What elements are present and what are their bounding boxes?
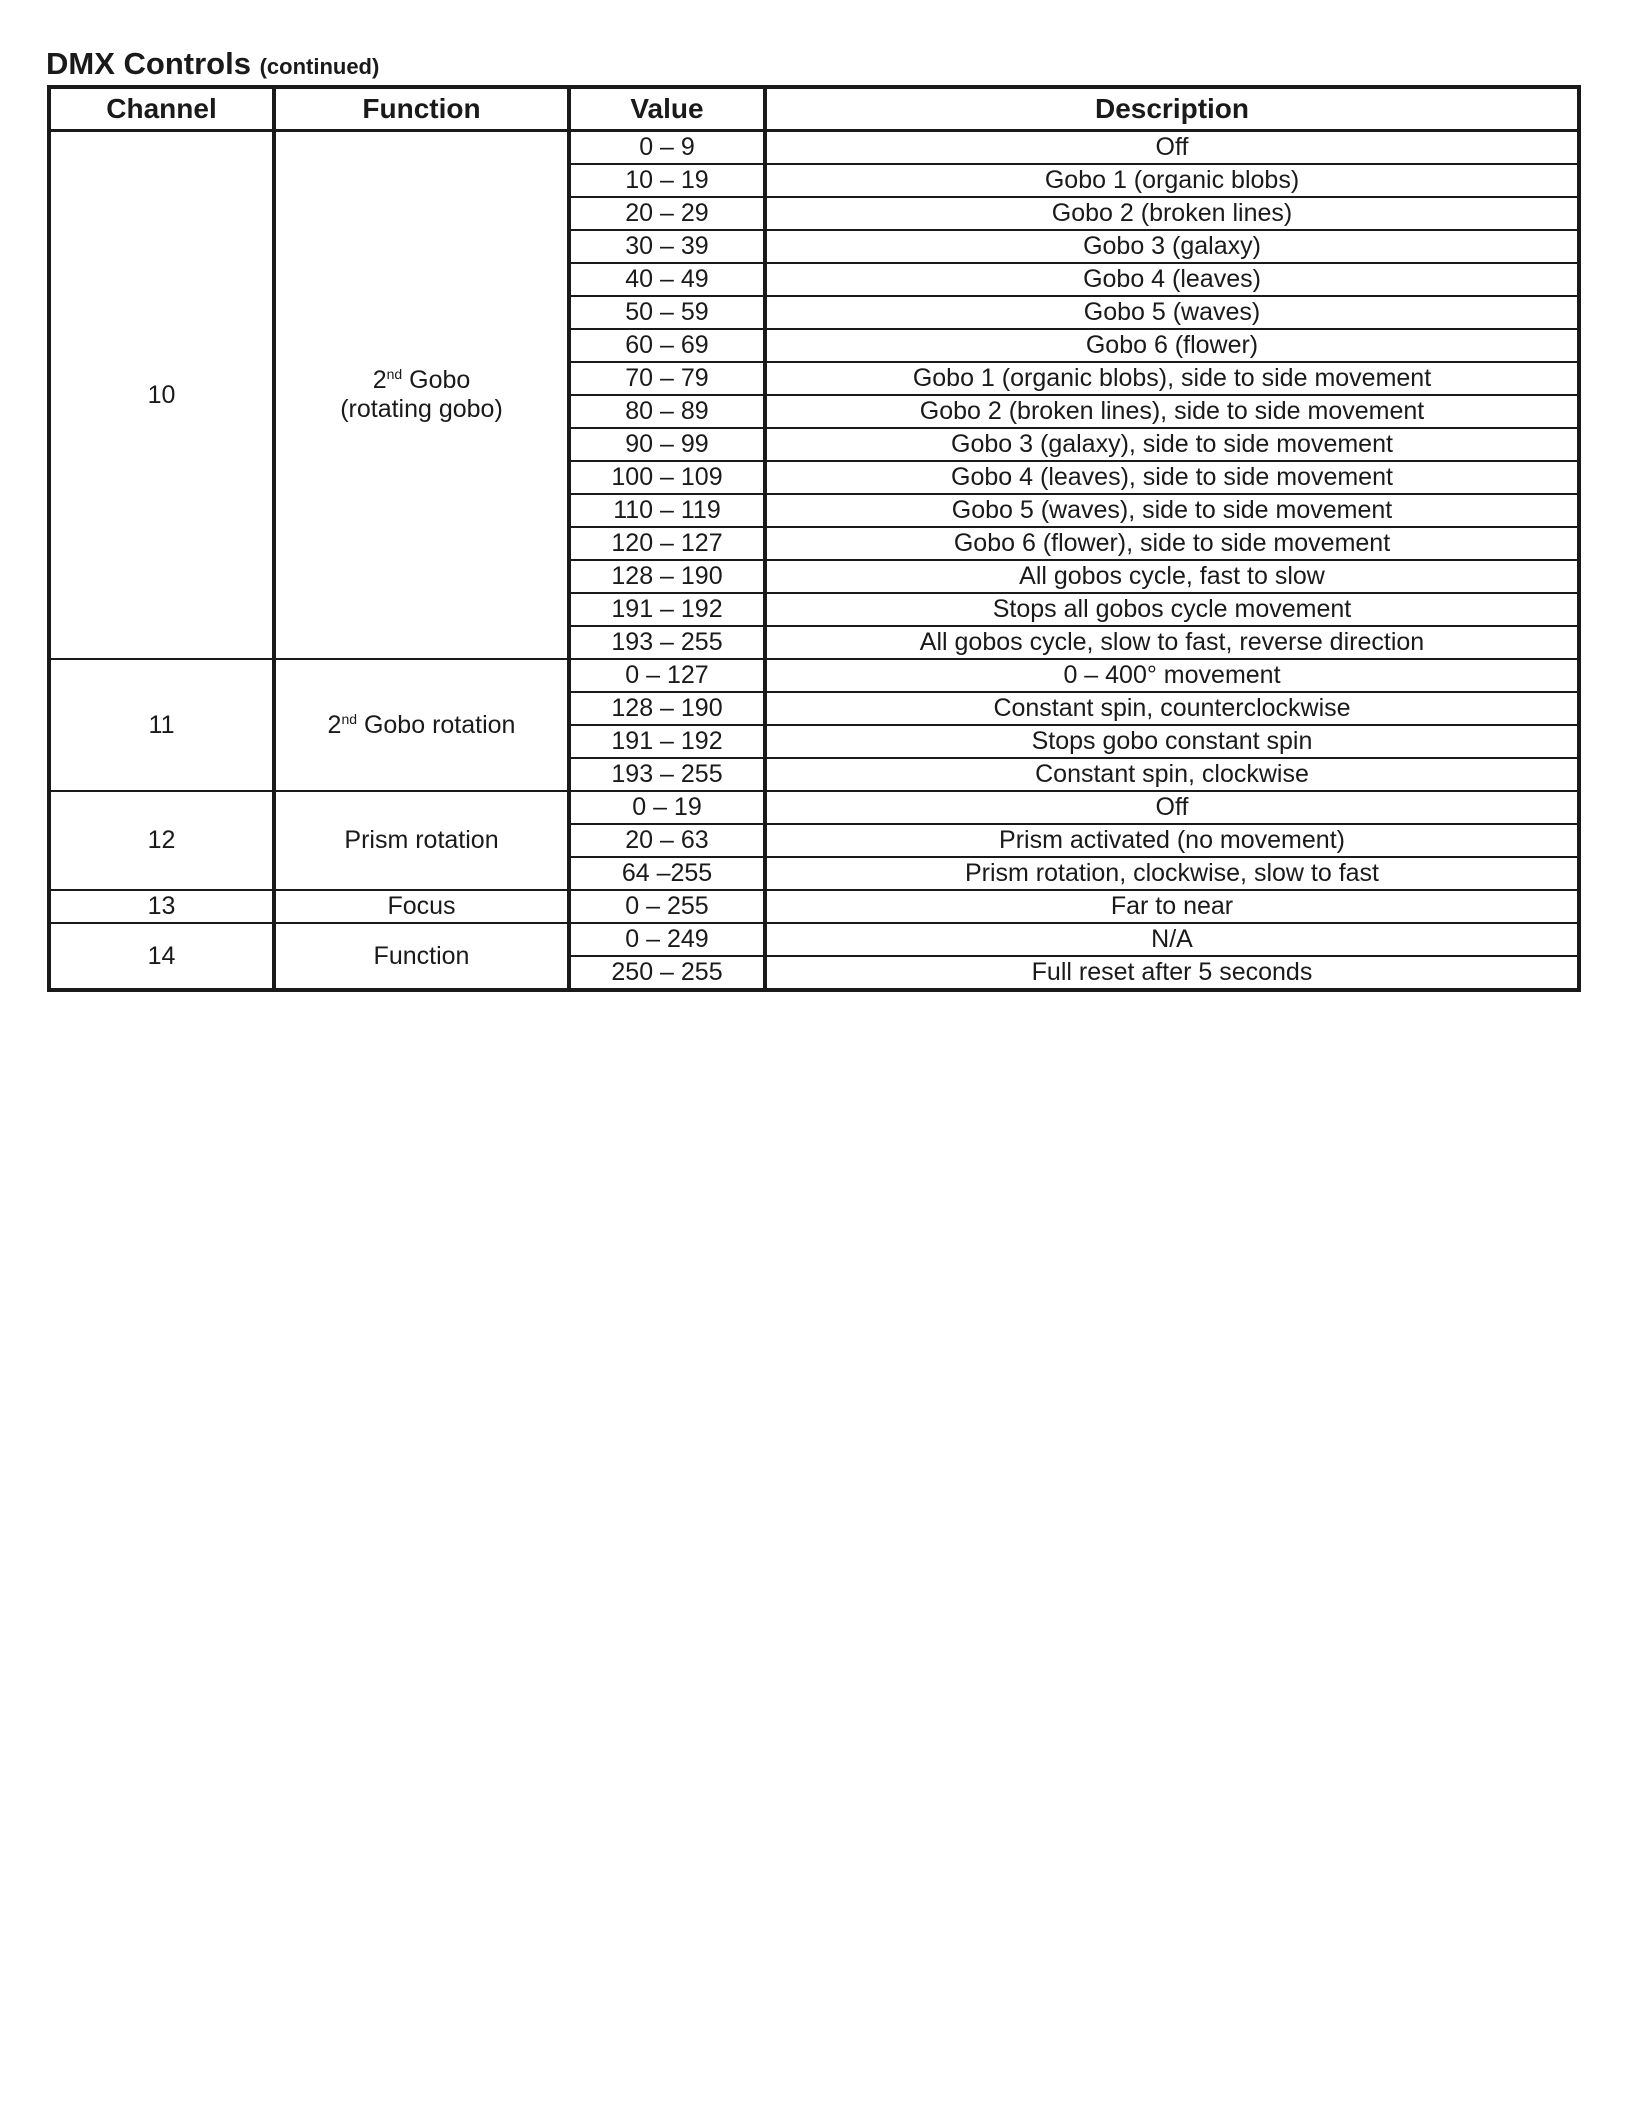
description-cell: Gobo 5 (waves), side to side movement [765,494,1579,527]
value-cell: 50 – 59 [569,296,765,329]
value-cell: 70 – 79 [569,362,765,395]
value-cell: 20 – 63 [569,824,765,857]
page-title-main: DMX Controls [46,46,251,81]
function-cell: Prism rotation [274,791,569,890]
description-cell: Gobo 5 (waves) [765,296,1579,329]
channel-cell: 10 [49,131,274,660]
description-cell: Prism activated (no movement) [765,824,1579,857]
table-row [49,923,1579,956]
table-row [49,890,1579,923]
header-value: Value [569,87,765,131]
value-cell: 0 – 127 [569,659,765,692]
description-cell: Constant spin, counterclockwise [765,692,1579,725]
description-cell: Off [765,791,1579,824]
function-cell [274,659,569,791]
value-cell: 193 – 255 [569,626,765,659]
description-cell: Gobo 6 (flower) [765,329,1579,362]
value-cell: 120 – 127 [569,527,765,560]
function-prefix: 2 [327,710,342,739]
value-cell: 0 – 255 [569,890,765,923]
value-cell: 90 – 99 [569,428,765,461]
dmx-controls-table [47,85,1581,992]
table-body [49,131,1579,991]
channel-cell: 13 [49,890,274,923]
function-text-line2: (rotating gobo) [340,395,503,423]
value-cell: 80 – 89 [569,395,765,428]
value-cell: 191 – 192 [569,593,765,626]
value-cell: 191 – 192 [569,725,765,758]
header-function: Function [274,87,569,131]
description-cell: N/A [765,923,1579,956]
table-header-row [49,87,1579,131]
value-cell: 60 – 69 [569,329,765,362]
value-cell: 128 – 190 [569,692,765,725]
value-cell: 110 – 119 [569,494,765,527]
value-cell: 10 – 19 [569,164,765,197]
function-ordinal-suffix: nd [386,366,403,382]
value-cell: 30 – 39 [569,230,765,263]
header-channel: Channel [49,87,274,131]
description-cell: Gobo 1 (organic blobs) [765,164,1579,197]
description-cell: Far to near [765,890,1579,923]
description-cell: All gobos cycle, fast to slow [765,560,1579,593]
value-cell: 64 –255 [569,857,765,890]
description-cell: Gobo 3 (galaxy) [765,230,1579,263]
function-cell [274,131,569,660]
value-cell: 40 – 49 [569,263,765,296]
value-cell: 128 – 190 [569,560,765,593]
description-cell: Constant spin, clockwise [765,758,1579,791]
function-cell: Function [274,923,569,990]
table-row [49,131,1579,165]
page-title [46,44,379,87]
value-cell: 0 – 9 [569,131,765,165]
description-cell: Gobo 4 (leaves), side to side movement [765,461,1579,494]
value-cell: 100 – 109 [569,461,765,494]
description-cell: All gobos cycle, slow to fast, reverse direction [765,626,1579,659]
value-cell: 20 – 29 [569,197,765,230]
table-row [49,791,1579,824]
function-cell: Focus [274,890,569,923]
function-text: Gobo [402,366,471,394]
description-cell: Gobo 4 (leaves) [765,263,1579,296]
value-cell: 193 – 255 [569,758,765,791]
channel-cell: 11 [49,659,274,791]
description-cell: Prism rotation, clockwise, slow to fast [765,857,1579,890]
header-description: Description [765,87,1579,131]
description-cell: Full reset after 5 seconds [765,956,1579,990]
table-row [49,659,1579,692]
description-cell: Gobo 3 (galaxy), side to side movement [765,428,1579,461]
description-cell: Stops all gobos cycle movement [765,593,1579,626]
description-cell: Gobo 2 (broken lines) [765,197,1579,230]
description-cell: Stops gobo constant spin [765,725,1579,758]
channel-cell: 14 [49,923,274,990]
value-cell: 0 – 19 [569,791,765,824]
value-cell: 250 – 255 [569,956,765,990]
description-cell: Gobo 2 (broken lines), side to side movement [765,395,1579,428]
value-cell: 0 – 249 [569,923,765,956]
description-cell: Gobo 6 (flower), side to side movement [765,527,1579,560]
description-cell: 0 – 400° movement [765,659,1579,692]
page-title-sub: (continued) [259,54,380,79]
description-cell: Off [765,131,1579,165]
description-cell: Gobo 1 (organic blobs), side to side movement [765,362,1579,395]
channel-cell: 12 [49,791,274,890]
function-text: Gobo rotation [357,710,516,739]
function-prefix: 2 [372,366,387,394]
function-ordinal-suffix: nd [341,710,358,727]
